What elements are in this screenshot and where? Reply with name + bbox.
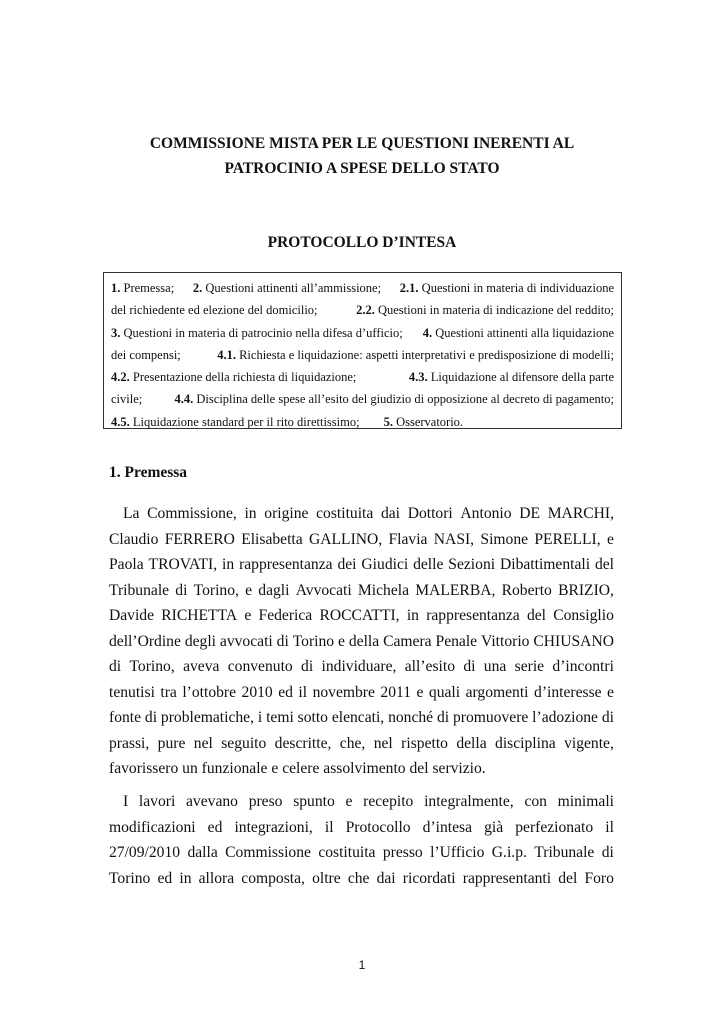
toc-entry <box>423 322 614 344</box>
word: e <box>244 607 252 624</box>
word: rappresentanza <box>426 607 520 624</box>
word: ed <box>278 683 293 701</box>
word: tra <box>160 683 177 701</box>
word: spunto <box>293 793 335 810</box>
toc-entry-number: 4.3. <box>408 370 428 385</box>
toc-entry-text: Liquidazione al difensore della parte <box>427 370 614 385</box>
word: Michela <box>357 581 410 599</box>
toc-entry-text: Presentazione della richiesta di liquidazione; <box>129 370 357 385</box>
paragraph-line <box>109 527 614 553</box>
toc-entry-text: Questioni in materia di individuazione <box>418 281 614 295</box>
word: RICHETTA <box>161 607 238 624</box>
word: novembre <box>312 683 375 701</box>
word: Paola <box>109 556 144 573</box>
word: Davide <box>109 607 155 624</box>
toc-line <box>111 344 614 366</box>
toc-entry-text: Disciplina delle spese all’esito del giudizio di opposizione al decreto di pagamento; <box>193 392 614 407</box>
word: di <box>301 658 314 675</box>
word: rappresentanza <box>239 556 333 573</box>
paragraph-line <box>109 654 614 680</box>
paragraph-1 <box>109 501 614 782</box>
word: in <box>244 505 257 522</box>
word: aveva <box>183 658 220 675</box>
word: d’interesse <box>534 683 602 701</box>
word: lavori <box>138 793 176 810</box>
word: NASI, <box>433 530 475 548</box>
paragraph-line <box>109 789 614 815</box>
word: di <box>601 709 614 726</box>
word: preso <box>248 793 283 810</box>
paragraph-line <box>109 552 614 578</box>
word: l’Ufficio <box>430 844 485 861</box>
toc-entry <box>111 322 403 344</box>
word: i <box>257 709 263 726</box>
word: e <box>607 683 614 701</box>
word: il <box>605 818 614 836</box>
toc-entry-text: Questioni in materia di patrocinio nella difesa d’ufficio; <box>120 325 403 340</box>
word: nonché <box>388 709 434 726</box>
word: Penale <box>435 632 478 650</box>
toc-entry <box>175 388 614 410</box>
word: dai <box>376 869 396 887</box>
word: G.i.p. <box>491 844 527 861</box>
toc-entry-number: 3. <box>111 325 121 340</box>
toc-entry-number: 5. <box>383 414 393 429</box>
word: 2011 <box>380 683 412 701</box>
word: perfezionato <box>515 818 594 836</box>
word: nel <box>193 734 213 752</box>
word: di <box>463 658 476 675</box>
word: ricordati <box>402 869 456 887</box>
word: e <box>416 683 424 701</box>
title-line-1: COMMISSIONE MISTA PER LE QUESTIONI INERENTI AL <box>149 135 575 152</box>
toc-entry <box>111 388 142 410</box>
word: allora <box>198 869 235 887</box>
word: DE <box>519 505 541 522</box>
document-subtitle: PROTOCOLLO D’INTESA <box>267 234 457 251</box>
word: vigente, <box>564 734 614 752</box>
word: Tribunale <box>534 844 595 861</box>
table-of-contents-box <box>103 272 622 429</box>
word: Torino <box>292 632 335 650</box>
toc-entry <box>384 411 464 433</box>
word: rappresentanti <box>462 869 552 887</box>
toc-line <box>111 388 614 410</box>
word: Flavia <box>388 530 428 548</box>
word: fonte <box>109 709 142 726</box>
word: dei <box>337 556 357 573</box>
toc-entry-number: 4.4. <box>174 392 194 407</box>
word: Torino <box>109 869 151 887</box>
word: che <box>347 869 370 887</box>
word: con <box>524 793 547 810</box>
word: l’ottobre <box>182 683 237 701</box>
word: Giudici <box>361 556 409 573</box>
toc-entry-number: 2.1. <box>399 281 419 295</box>
paragraph-line <box>109 578 614 604</box>
word: e <box>345 793 353 810</box>
word: oltre <box>312 869 341 887</box>
toc-line <box>111 366 614 388</box>
word: argomenti <box>465 683 529 701</box>
word: di <box>144 709 158 726</box>
word: delle <box>413 556 444 573</box>
toc-entry-number: 1. <box>111 281 121 295</box>
word: Camera <box>383 632 432 650</box>
word: Federica <box>258 607 313 624</box>
toc-entry <box>111 411 360 433</box>
word: GALLINO, <box>309 530 383 548</box>
toc-entry-text: Richiesta e liquidazione: aspetti interpretativi e predisposizione di modelli; <box>235 347 614 362</box>
toc-entry-number: 2.2. <box>356 303 375 318</box>
word: serie <box>514 658 545 675</box>
paragraph-line <box>109 815 614 841</box>
word: PERELLI, <box>534 530 601 548</box>
toc-entry <box>193 277 381 299</box>
word: Antonio <box>460 505 512 522</box>
word: prassi, <box>109 734 150 752</box>
word: Consiglio <box>553 607 614 624</box>
word: pure <box>157 734 186 752</box>
toc-entry-number: 4. <box>422 325 433 340</box>
word: il <box>298 683 308 701</box>
toc-entry <box>400 277 614 299</box>
toc-entry <box>409 366 614 388</box>
word: dell’Ordine <box>109 632 181 650</box>
word: Roberto <box>501 581 552 599</box>
paragraph-line <box>109 501 614 527</box>
word: CHIUSANO <box>533 632 614 650</box>
word: composta, <box>241 869 305 887</box>
word: descritte, <box>274 734 332 752</box>
paragraph-line <box>109 840 614 866</box>
word: Simone <box>480 530 529 548</box>
document-title <box>100 131 624 181</box>
word: Elisabetta <box>241 530 303 548</box>
word: recepito <box>363 793 414 810</box>
paragraph-line <box>109 629 614 655</box>
word: Tribunale <box>109 581 170 599</box>
word: Commissione, <box>147 505 237 522</box>
word: temi <box>266 709 294 726</box>
word: convenuto <box>227 658 293 675</box>
word: presso <box>382 844 423 861</box>
word: TROVATI, <box>148 556 218 573</box>
word: avevano <box>186 793 238 810</box>
paragraph-line <box>109 705 614 731</box>
toc-entry-number: 4.2. <box>111 370 130 385</box>
word: e <box>338 632 345 650</box>
word: BRIZIO, <box>558 581 614 599</box>
paragraph-line <box>109 680 614 706</box>
word: in <box>179 869 192 887</box>
word: della <box>456 734 487 752</box>
word: La <box>123 505 140 522</box>
toc-entry-number: 4.5. <box>111 414 130 429</box>
word: costituita <box>318 844 376 861</box>
word: Dottori <box>407 505 453 522</box>
paragraph-line <box>109 866 614 892</box>
word: di <box>276 632 289 650</box>
word: nel <box>373 734 393 752</box>
section-heading: 1. Premessa <box>109 464 188 481</box>
word: in <box>406 607 419 624</box>
word: degli <box>184 632 216 650</box>
toc-entry-text: Questioni attinenti all’ammissione; <box>202 281 382 295</box>
toc-line <box>111 277 614 299</box>
word: dagli <box>258 581 290 599</box>
word: rispetto <box>401 734 448 752</box>
toc-entry <box>111 299 318 321</box>
word: integrazioni, <box>234 818 313 836</box>
paragraph-line: favorissero un funzionale e celere assolvimento del servizio. <box>109 760 486 777</box>
toc-entry-text: Questioni attinenti alla liquidazione <box>432 325 614 340</box>
word: Protocollo <box>345 818 411 836</box>
word: sotto <box>297 709 328 726</box>
toc-entry <box>111 277 174 299</box>
word: d’intesa <box>422 818 473 836</box>
word: 2010 <box>241 683 273 701</box>
toc-entry-text: Osservatorio. <box>392 414 464 429</box>
word: in <box>222 556 235 573</box>
word: Vittorio <box>481 632 530 650</box>
word: quali <box>428 683 461 701</box>
word: origine <box>264 505 309 522</box>
toc-line <box>111 411 614 433</box>
toc-entry-text: Liquidazione standard per il rito direttissimo; <box>129 414 360 429</box>
toc-line <box>111 322 614 344</box>
toc-entry-text: Questioni in materia di indicazione del reddito; <box>374 303 614 318</box>
word: della <box>348 632 380 650</box>
word: del <box>526 607 546 624</box>
word: Sezioni <box>448 556 496 573</box>
word: modificazioni <box>109 818 196 836</box>
word: ed <box>157 869 173 887</box>
word: FERRERO <box>164 530 235 548</box>
toc-line <box>111 299 614 321</box>
toc-entry <box>111 366 356 388</box>
word: disciplina <box>495 734 556 752</box>
word: di <box>436 709 450 726</box>
word: ROCCATTI, <box>319 607 400 624</box>
word: I <box>123 793 129 810</box>
word: costituita <box>316 505 374 522</box>
word: avvocati <box>219 632 273 650</box>
toc-entry-text: del richiedente ed elezione del domicilio; <box>111 303 318 318</box>
word: integralmente, <box>424 793 514 810</box>
word: Torino, <box>129 658 175 675</box>
word: d’incontri <box>552 658 614 675</box>
word: e <box>245 581 253 599</box>
word: il <box>324 818 334 836</box>
word: all’esito <box>404 658 455 675</box>
word: individuare, <box>321 658 397 675</box>
toc-entry <box>217 344 614 366</box>
word: promuovere <box>452 709 529 726</box>
word: elencati, <box>331 709 385 726</box>
toc-entry-number: 4.1. <box>217 347 236 362</box>
word: del <box>558 869 578 887</box>
word: Dibattimentali <box>499 556 591 573</box>
word: ed <box>207 818 223 836</box>
word: e <box>606 530 614 548</box>
word: del <box>594 556 614 573</box>
word: Avvocati <box>295 581 352 599</box>
word: seguito <box>221 734 267 752</box>
word: tenutisi <box>109 683 155 701</box>
toc-entry-number: 2. <box>192 281 203 295</box>
word: Claudio <box>109 530 159 548</box>
paragraph-line <box>109 731 614 757</box>
word: MARCHI, <box>547 505 614 522</box>
word: di <box>109 658 122 675</box>
title-line-2: PATROCINIO A SPESE DELLO STATO <box>224 160 500 177</box>
word: di <box>601 844 614 861</box>
word: Torino, <box>193 581 239 599</box>
word: dai <box>380 505 401 522</box>
page-number: 1 <box>358 958 366 972</box>
paragraph-line <box>109 603 614 629</box>
toc-entry-text: civile; <box>111 392 143 407</box>
toc-entry <box>356 299 614 321</box>
word: una <box>483 658 507 675</box>
word: problematiche, <box>160 709 254 726</box>
word: che, <box>339 734 366 752</box>
toc-entry <box>111 344 181 366</box>
toc-entry-text: Premessa; <box>120 281 175 295</box>
word: dalla <box>187 844 218 861</box>
paragraph-2 <box>109 789 614 891</box>
word: di <box>175 581 188 599</box>
word: l’adozione <box>532 709 598 726</box>
toc-entry-text: dei compensi; <box>111 347 181 362</box>
word: minimali <box>557 793 614 810</box>
word: Foro <box>584 869 614 887</box>
word: MALERBA, <box>415 581 496 599</box>
word: 27/09/2010 <box>109 844 181 861</box>
word: Commissione <box>225 844 311 861</box>
word: già <box>484 818 504 836</box>
